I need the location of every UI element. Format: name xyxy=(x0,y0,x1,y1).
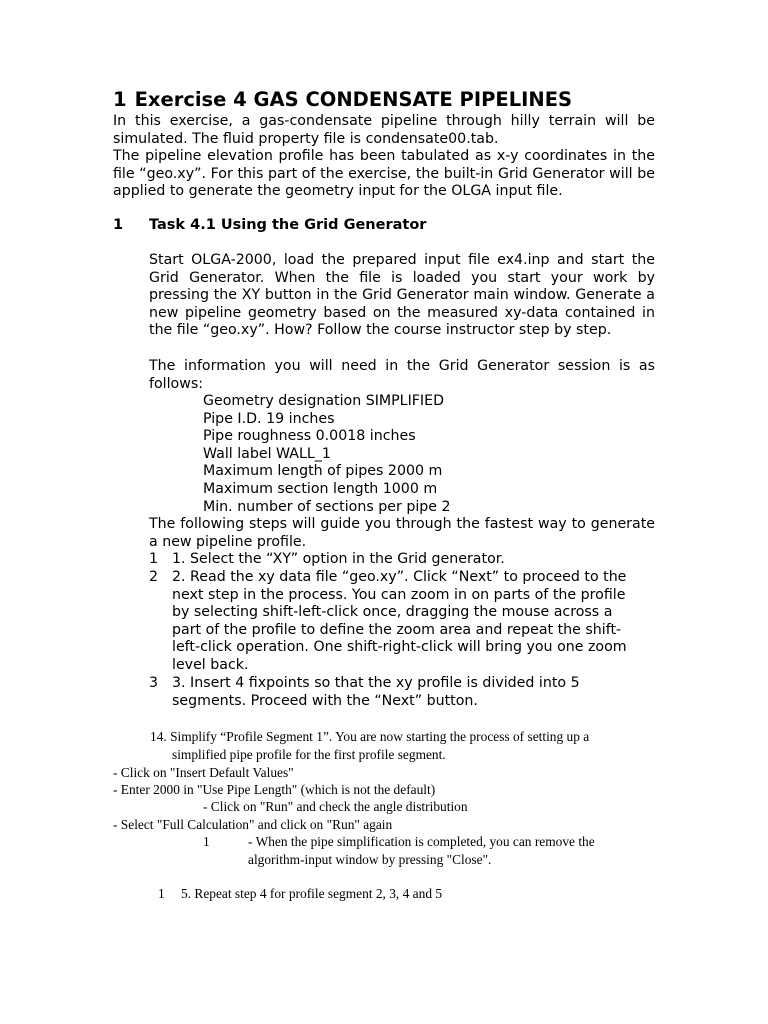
note-line-1: - When the pipe simplification is completed, you can remove the xyxy=(248,834,595,849)
task-paragraph-1: Start OLGA-2000, load the prepared input file ex4.inp and start the Grid Generator. When the file is loaded you start your work by pressing the XY button in the Grid Generator main window. Generate a new pipeline geometry based on the measured xy-data contained in the file “geo.xy”. How? Follow the course instructor step by step. xyxy=(149,252,655,339)
task-heading xyxy=(113,217,426,233)
instruction-run: - Click on "Run" and check the angle distribution xyxy=(203,799,468,814)
parameter-item: Pipe roughness 0.0018 inches xyxy=(203,428,416,445)
task-number: 1 xyxy=(113,217,124,233)
task-paragraph-3: The following steps will guide you through the fastest way to generate a new pipeline profile. xyxy=(149,516,655,550)
repeat-step-number: 1 xyxy=(158,886,165,901)
simplify-line-1: 14. Simplify “Profile Segment 1”. You are now starting the process of setting up a xyxy=(150,729,590,744)
instruction-full-calculation: - Select "Full Calculation" and click on "Run" again xyxy=(113,817,393,832)
step-text: 2. Read the xy data file “geo.xy”. Click “Next” to proceed to the next step in the process. You can zoom in on parts of the profile by selecting shift-left-click once, dragging the mouse across a part of the profile to define the zoom area and repeat the shift-left-click operation. One shift-right-click will bring you one zoom level back. xyxy=(172,569,627,673)
repeat-step-text: 5. Repeat step 4 for profile segment 2, 3, 4 and 5 xyxy=(181,886,443,901)
simplify-line-2: simplified pipe profile for the first profile segment. xyxy=(172,747,446,762)
parameter-item: Maximum length of pipes 2000 m xyxy=(203,463,443,480)
section-heading xyxy=(113,88,572,111)
instruction-pipe-length: - Enter 2000 in "Use Pipe Length" (which is not the default) xyxy=(113,782,436,797)
step-text: 1. Select the “XY” option in the Grid generator. xyxy=(172,551,505,567)
parameter-list xyxy=(203,393,451,516)
intro-paragraph-2: The pipeline elevation profile has been tabulated as x-y coordinates in the file “geo.xy”. For this part of the exercise, the built-in Grid Generator will be applied to generate the geometry input for the OLGA input file. xyxy=(113,148,655,200)
parameter-item: Geometry designation SIMPLIFIED xyxy=(203,393,445,409)
parameter-item: Maximum section length 1000 m xyxy=(203,480,438,497)
parameter-item: Min. number of sections per pipe 2 xyxy=(203,498,451,515)
task-title: Task 4.1 Using the Grid Generator xyxy=(149,217,427,233)
parameter-item: Wall label WALL_1 xyxy=(203,445,331,462)
step-text: 3. Insert 4 fixpoints so that the xy profile is divided into 5 segments. Proceed with the “Next” button. xyxy=(172,675,580,709)
step-number: 3 xyxy=(149,675,159,691)
step-number: 2 xyxy=(149,569,159,585)
parameter-item: Pipe I.D. 19 inches xyxy=(203,410,335,427)
note-number: 1 xyxy=(203,834,210,849)
section-title: Exercise 4 GAS CONDENSATE PIPELINES xyxy=(134,88,573,111)
note-line-2: algorithm-input window by pressing "Close". xyxy=(248,852,492,867)
instruction-default-values: - Click on "Insert Default Values" xyxy=(113,765,294,780)
step-number: 1 xyxy=(149,551,159,567)
task-paragraph-2: The information you will need in the Grid Generator session is as follows: xyxy=(149,358,655,392)
intro-paragraph-1: In this exercise, a gas-condensate pipeline through hilly terrain will be simulated. The fluid property file is condensate00.tab. xyxy=(113,113,655,147)
section-number: 1 xyxy=(113,88,127,111)
